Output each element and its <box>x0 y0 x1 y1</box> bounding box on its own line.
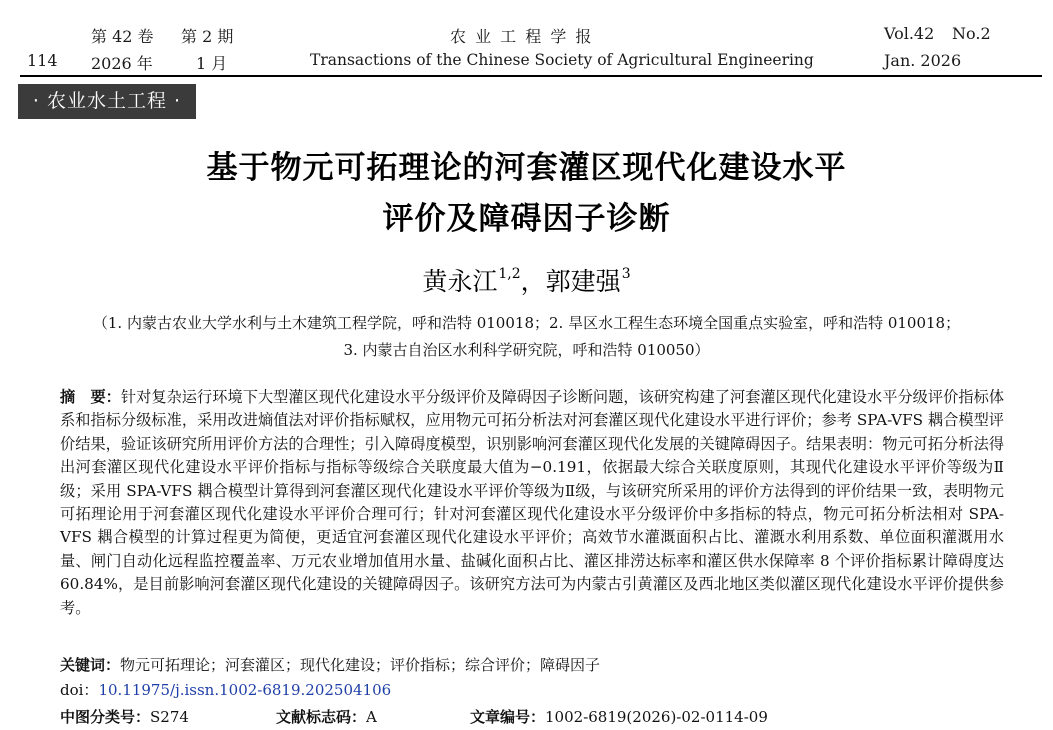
author-name: 郭建强 <box>545 267 621 296</box>
article-title-line-2: 评价及障碍因子诊断 <box>382 201 671 237</box>
doi-label: doi： <box>60 681 99 699</box>
month-cn: 1 月 <box>196 54 228 73</box>
header-rule <box>20 75 1042 77</box>
author-separator: ， <box>520 267 546 296</box>
article-number-label: 文章编号： <box>470 708 546 726</box>
doi-link[interactable]: 10.11975/j.issn.1002-6819.202504106 <box>98 681 392 699</box>
document-code-label: 文献标志码： <box>276 708 367 726</box>
date-en: Jan. 2026 <box>884 51 962 70</box>
year-cn: 2026 年 <box>91 54 153 73</box>
affiliation-line-2: 3. 内蒙古自治区水利科学研究院，呼和浩特 010050） <box>343 341 710 359</box>
doi <box>60 679 391 700</box>
author-name: 黄永江 <box>422 267 498 296</box>
document-code <box>276 706 377 727</box>
section-tag: · 农业水土工程 · <box>18 84 196 119</box>
abstract-label: 摘 要： <box>60 388 121 406</box>
article-title-line-1: 基于物元可拓理论的河套灌区现代化建设水平 <box>206 150 847 186</box>
abstract-text: 针对复杂运行环境下大型灌区现代化建设水平分级评价及障碍因子诊断问题，该研究构建了河套灌区现代化建设水平分级评价指标体系和指标分级标准，采用改进熵值法对评价指标赋权，应用物元可拓分析法对河套灌区现代化建设水平进行评价；参考 SPA-VFS 耦合模型评价结果，验证该研究所用评价方法的合理性；引入障碍度模型，识别影响河套灌区现代化发展的关键障碍因子。结果表明：物元可拓分析法得出河套灌区现代化建设水平评价指标与指标等级综合关联度最大值为−0.191，依据最大综合关联度原则，其现代化建设水平评价等级为Ⅱ级；采用 SPA-VFS 耦合模型计算得到河套灌区现代化建设水平评价等级为Ⅱ级，与该研究所采用的评价方法得到的评价结果一致，表明物元可拓理论用于河套灌区现代化建设水平评价合理可行；针对河套灌区现代化建设水平分级评价中多指标的特点，物元可拓分析法相对 SPA-VFS 耦合模型的计算过程更为简便，更适宜河套灌区现代化建设水平评价；高效节水灌溉面积占比、灌溉水利用系数、单位面积灌溉用水量、闸门自动化远程监控覆盖率、万元农业增加值用水量、盐碱化面积占比、灌区排涝达标率和灌区供水保障率 8 个评价指标累计障碍度达 60.84%，是目前影响河套灌区现代化建设的关键障碍因子。该研究方法可为内蒙古引黄灌区及西北地区类似灌区现代化建设水平评价提供参考。 <box>60 388 1005 617</box>
issue-cn: 第 2 期 <box>181 27 234 46</box>
keywords-text: 物元可拓理论；河套灌区；现代化建设；评价指标；综合评价；障碍因子 <box>120 656 601 674</box>
author-affiliation-mark: 3 <box>621 266 631 282</box>
clc-label: 中图分类号： <box>60 708 151 726</box>
author-list <box>0 262 1053 298</box>
issue-en: No.2 <box>952 24 991 43</box>
journal-name-cn: 农 业 工 程 学 报 <box>450 27 594 46</box>
journal-name-en: Transactions of the Chinese Society of Agricultural Engineering <box>310 51 814 69</box>
affiliation-line-1: （1. 内蒙古农业大学水利与土木建筑工程学院，呼和浩特 010018；2. 旱区水工程生态环境全国重点实验室，呼和浩特 010018； <box>92 314 961 332</box>
article-number-value: 1002-6819(2026)-02-0114-09 <box>545 708 768 726</box>
abstract <box>60 386 1004 620</box>
clc-value: S274 <box>150 708 189 726</box>
volume-cn: 第 42 卷 <box>91 27 154 46</box>
document-code-value: A <box>366 708 377 726</box>
volume-en: Vol.42 <box>884 24 935 43</box>
keywords <box>60 654 600 675</box>
page-number: 114 <box>27 51 58 70</box>
author-affiliation-mark: 1,2 <box>498 266 521 282</box>
keywords-label: 关键词： <box>60 656 121 674</box>
clc-number <box>60 706 189 727</box>
article-number <box>470 706 768 727</box>
